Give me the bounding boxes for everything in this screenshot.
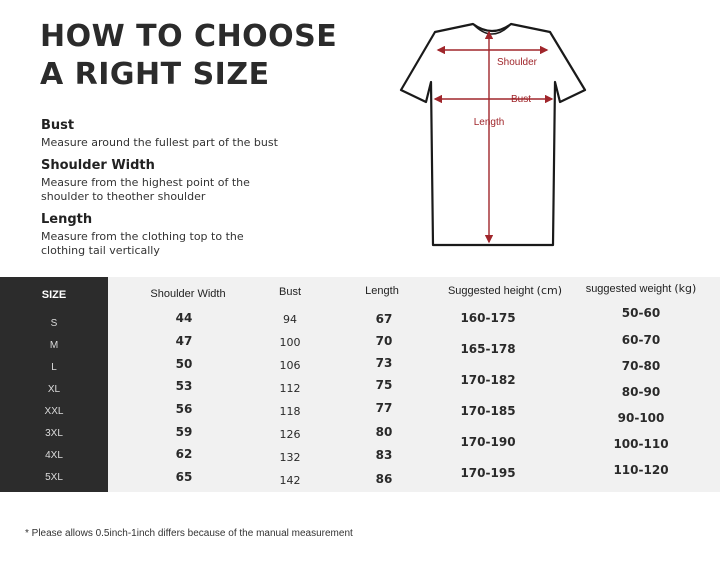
size-label: XXL — [44, 406, 64, 417]
shoulder-value: 53 — [175, 379, 193, 393]
height-value: 170-185 — [460, 404, 516, 418]
tshirt-outline — [401, 24, 585, 245]
bust-value: 118 — [279, 405, 301, 418]
bust-value: 126 — [279, 428, 301, 441]
header-length: Length — [365, 285, 399, 297]
measure-length — [41, 212, 341, 258]
length-value: 83 — [375, 448, 393, 462]
shoulder-label: Shoulder — [496, 57, 538, 68]
header-bust: Bust — [278, 286, 302, 298]
bust-value: 100 — [279, 336, 301, 349]
header-weight: suggested weight (kg) — [585, 282, 697, 295]
shoulder-value: 47 — [175, 334, 193, 348]
header-shoulder: Shoulder Width — [150, 288, 226, 300]
measure-label: Bust — [41, 118, 75, 133]
length-value: 73 — [375, 356, 393, 370]
length-label: Length — [473, 117, 505, 128]
height-value: 165-178 — [460, 342, 516, 356]
measure-desc: Measure around the fullest part of the bust — [41, 136, 278, 149]
size-label: 5XL — [45, 472, 63, 483]
height-value: 170-182 — [460, 373, 516, 387]
bust-value: 106 — [279, 359, 301, 372]
length-value: 75 — [375, 378, 393, 392]
shoulder-value: 44 — [175, 311, 193, 325]
measure-bust — [41, 118, 341, 150]
bust-value: 142 — [279, 474, 301, 487]
length-value: 77 — [375, 401, 393, 415]
weight-value: 70-80 — [621, 359, 661, 373]
weight-value: 90-100 — [617, 411, 665, 425]
height-value: 170-190 — [460, 435, 516, 449]
size-label: 3XL — [45, 428, 63, 439]
bust-value: 132 — [279, 451, 301, 464]
height-value: 160-175 — [460, 311, 516, 325]
header-size: SIZE — [41, 289, 67, 301]
size-table — [0, 277, 720, 492]
shoulder-value: 62 — [175, 447, 193, 461]
size-label: M — [49, 340, 59, 351]
weight-value: 60-70 — [621, 333, 661, 347]
length-value: 86 — [375, 472, 393, 486]
tshirt-diagram — [395, 20, 590, 255]
bust-value: 112 — [279, 382, 301, 395]
size-label: L — [51, 362, 57, 373]
length-value: 70 — [375, 334, 393, 348]
shoulder-value: 56 — [175, 402, 193, 416]
shoulder-value: 50 — [175, 357, 193, 371]
weight-value: 50-60 — [621, 306, 661, 320]
size-label: 4XL — [45, 450, 63, 461]
weight-value: 80-90 — [621, 385, 661, 399]
page-title: HOW TO CHOOSE A RIGHT SIZE — [40, 19, 338, 92]
measure-label: Length — [41, 212, 93, 227]
shoulder-value: 59 — [175, 425, 193, 439]
length-value: 80 — [375, 425, 393, 439]
size-label: S — [50, 318, 58, 329]
height-value: 170-195 — [460, 466, 516, 480]
weight-value: 100-110 — [613, 437, 669, 451]
header-height: Suggested height (cm) — [447, 284, 563, 297]
measure-desc: Measure from the clothing top to the clothing tail vertically — [41, 230, 244, 257]
measure-desc: Measure from the highest point of the shoulder to theother shoulder — [41, 176, 250, 203]
measure-shoulder — [41, 158, 341, 204]
length-value: 67 — [375, 312, 393, 326]
size-label: XL — [47, 384, 61, 395]
weight-value: 110-120 — [613, 463, 669, 477]
footnote: * Please allows 0.5inch-1inch differs because of the manual measurement — [25, 528, 353, 539]
shoulder-value: 65 — [175, 470, 193, 484]
measure-label: Shoulder Width — [41, 158, 155, 173]
bust-value: 94 — [283, 313, 297, 326]
bust-label: Bust — [510, 94, 532, 105]
